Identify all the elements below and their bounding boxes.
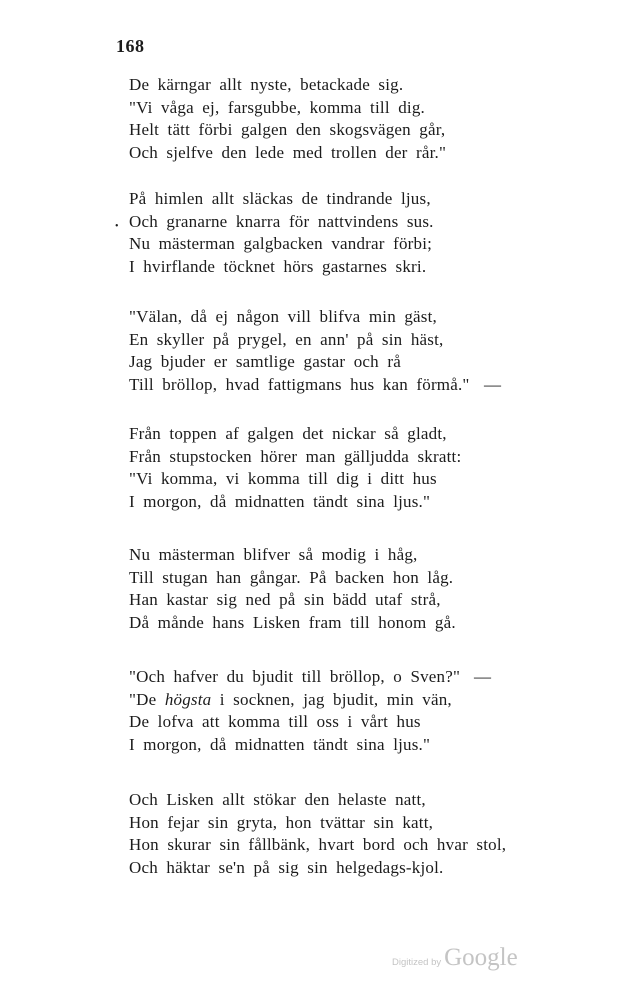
verse-text: Hon fejar sin gryta, hon tvättar sin katt, [129, 812, 434, 832]
watermark-brand: Google [444, 944, 518, 971]
verse-line [129, 834, 506, 857]
watermark-prefix: Digitized by [392, 957, 442, 968]
em-dash: — [484, 374, 502, 394]
verse-text: Och sjelfve den lede med trollen der rår." [129, 142, 447, 162]
verse-text: Jag bjuder er samtlige gastar och rå [129, 352, 401, 372]
verse-line [129, 666, 492, 689]
verse-text: Till stugan han gångar. På backen hon låg. [129, 567, 454, 587]
stanza [129, 544, 456, 634]
verse-text: "Välan, då ej någon vill blifva min gäst, [129, 307, 437, 326]
verse-text: "Vi våga ej, farsgubbe, komma till dig. [129, 97, 425, 117]
verse-text: "Vi komma, vi komma till dig i ditt hus [129, 469, 437, 489]
verse-line [129, 491, 461, 514]
verse-text: Han kastar sig ned på sin bädd utaf strå, [129, 590, 441, 610]
verse-text: Och granarne knarra för nattvindens sus. [129, 211, 434, 231]
verse-line [129, 612, 456, 635]
verse-text: "Och hafver du bjudit till bröllop, o Sven?" [129, 667, 461, 686]
verse-line [129, 544, 456, 567]
verse-line [129, 233, 434, 256]
verse-line [129, 74, 446, 97]
page-number: 168 [116, 36, 145, 56]
verse-line [129, 351, 470, 374]
verse-text: "De [129, 689, 165, 709]
verse-line [129, 306, 470, 329]
verse-line [129, 567, 456, 590]
verse-text: Helt tätt förbi galgen den skogsvägen går, [129, 120, 446, 140]
verse-line [129, 97, 446, 120]
verse-line [129, 188, 434, 211]
verse-line [129, 374, 502, 397]
verse-line [129, 142, 446, 165]
verse-line [129, 812, 506, 835]
verse-text: Hon skurar sin fållbänk, hvart bord och hvar stol, [129, 835, 507, 855]
verse-text: Då månde hans Lisken fram till honom gå. [129, 612, 456, 632]
stanza [129, 188, 434, 278]
verse-text: I morgon, då midnatten tändt sina ljus." [129, 734, 431, 754]
stanza [129, 74, 446, 164]
verse-text: Nu mästerman galgbacken vandrar förbi; [129, 234, 433, 254]
verse-text: På himlen allt släckas de tindrande ljus, [129, 189, 431, 208]
stanza [129, 666, 492, 756]
verse-line [129, 446, 461, 469]
verse-text: I hvirflande töcknet hörs gastarnes skri. [129, 256, 427, 276]
verse-line [129, 468, 461, 491]
verse-text: Och häktar se'n på sig sin helgedags-kjol. [129, 857, 444, 877]
verse-text: De kärngar allt nyste, betackade sig. [129, 75, 404, 94]
verse-line [129, 857, 506, 880]
verse-text: Nu mästerman blifver så modig i håg, [129, 545, 418, 564]
verse-line [129, 423, 461, 446]
verse-line [129, 711, 460, 734]
verse-italic-text: högsta [164, 689, 212, 709]
verse-text: Till bröllop, hvad fattigmans hus kan förmå." [129, 374, 470, 394]
verse-text: Och Lisken allt stökar den helaste natt, [129, 790, 426, 809]
verse-text-continued: i socknen, jag bjudit, min vän, [211, 689, 452, 709]
verse-text: Från toppen af galgen det nickar så gladt, [129, 424, 447, 443]
verse-line [129, 689, 460, 712]
verse-text: Från stupstocken hörer man gälljudda skratt: [129, 446, 462, 466]
verse-line [129, 211, 434, 234]
stanza [129, 789, 506, 879]
verse-text: En skyller på prygel, en ann' på sin häst, [129, 329, 444, 349]
margin-mark: • [115, 221, 119, 232]
stanza [129, 306, 502, 396]
verse-line [129, 256, 434, 279]
verse-line [129, 734, 460, 757]
em-dash: — [474, 667, 492, 686]
verse-line [129, 589, 456, 612]
verse-line [129, 789, 506, 812]
digitized-by-google-watermark [392, 944, 518, 972]
verse-line [129, 119, 446, 142]
stanza [129, 423, 461, 513]
verse-line [129, 329, 470, 352]
verse-text: De lofva att komma till oss i vårt hus [129, 712, 421, 732]
verse-text: I morgon, då midnatten tändt sina ljus." [129, 491, 431, 511]
